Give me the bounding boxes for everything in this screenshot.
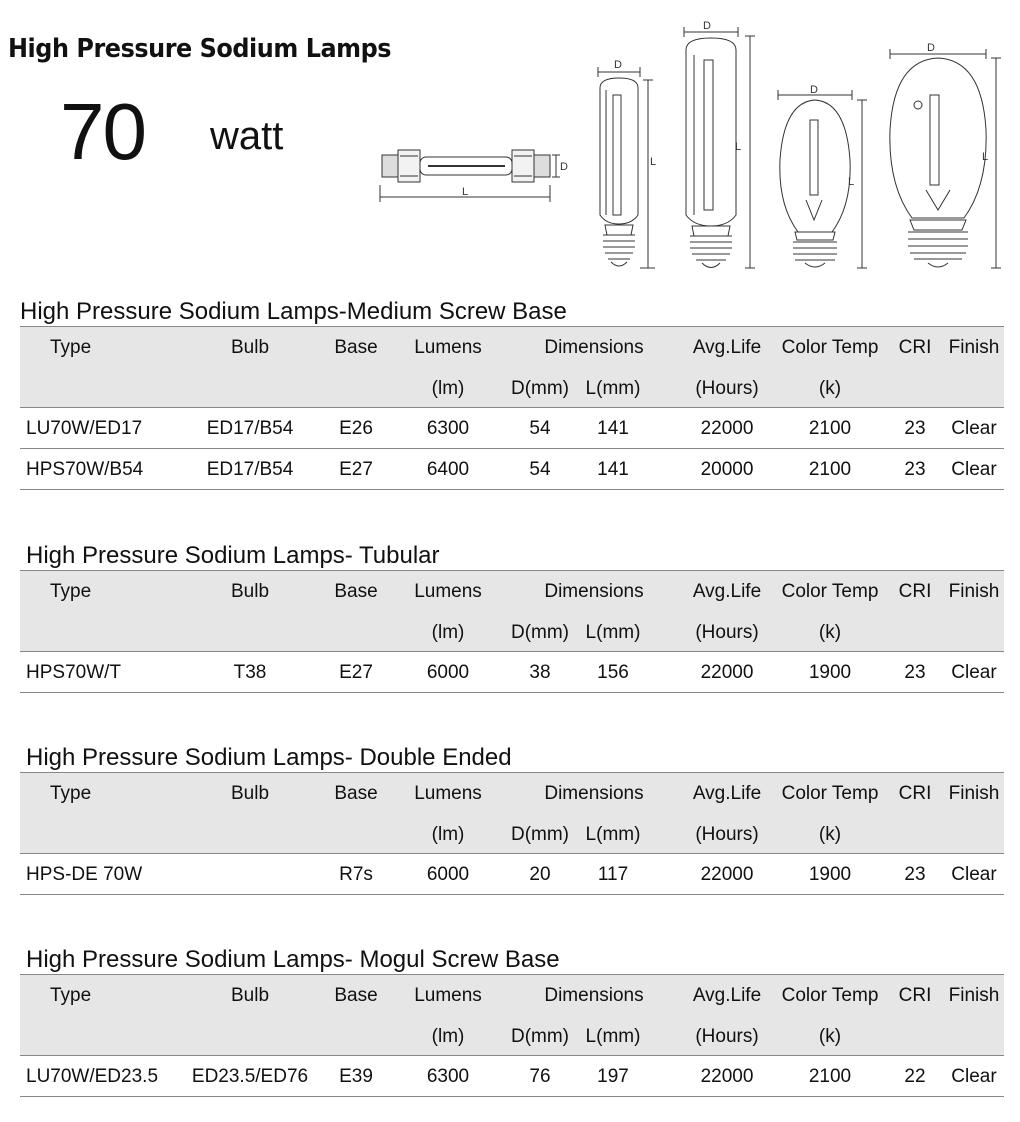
header-color-temp: Color Temp xyxy=(781,581,879,602)
cell-life: 22000 xyxy=(700,864,754,885)
cell-base: E39 xyxy=(339,1066,373,1087)
header-l: L(mm) xyxy=(585,1026,641,1047)
header-finish: Finish xyxy=(948,985,1000,1006)
cell-bulb: T38 xyxy=(233,662,267,683)
lamp5-d-label: D xyxy=(927,42,935,54)
header-finish: Finish xyxy=(948,783,1000,804)
cell-bulb: ED17/B54 xyxy=(206,459,294,480)
header-life-unit: (Hours) xyxy=(695,378,759,399)
header-l: L(mm) xyxy=(585,622,641,643)
header-bulb: Bulb xyxy=(230,581,270,602)
header-base: Base xyxy=(334,783,378,804)
header-color-temp-unit: (k) xyxy=(818,622,842,643)
page-title: High Pressure Sodium Lamps xyxy=(8,34,392,64)
cell-type: HPS-DE 70W xyxy=(26,864,143,885)
cell-lumens: 6300 xyxy=(426,418,470,439)
header-base: Base xyxy=(334,581,378,602)
cell-life: 22000 xyxy=(700,662,754,683)
section-title: High Pressure Sodium Lamps- Mogul Screw Base xyxy=(26,946,560,973)
lamp-diagrams xyxy=(0,0,1020,290)
cell-life: 20000 xyxy=(700,459,754,480)
cell-bulb: ED23.5/ED76 xyxy=(191,1066,309,1087)
header-life: Avg.Life xyxy=(692,985,762,1006)
cell-lumens: 6000 xyxy=(426,662,470,683)
cell-finish: Clear xyxy=(951,662,997,683)
cell-ct: 2100 xyxy=(808,459,852,480)
header-dimensions: Dimensions xyxy=(544,581,644,602)
table-row xyxy=(20,408,1004,449)
header-bulb: Bulb xyxy=(230,783,270,804)
cell-finish: Clear xyxy=(951,459,997,480)
table-row xyxy=(20,854,1004,895)
cell-cri: 23 xyxy=(904,418,926,439)
lamp3-l-label: L xyxy=(735,141,742,153)
table-header xyxy=(20,974,1004,1056)
header-l: L(mm) xyxy=(585,378,641,399)
header-cri: CRI xyxy=(898,985,932,1006)
cell-cri: 23 xyxy=(904,662,926,683)
cell-l: 141 xyxy=(597,418,629,439)
header-d: D(mm) xyxy=(510,1026,570,1047)
cell-l: 117 xyxy=(597,864,629,885)
header-d: D(mm) xyxy=(510,824,570,845)
section-mogul-screw-base xyxy=(20,946,1004,1097)
header-color-temp-unit: (k) xyxy=(818,1026,842,1047)
tubular-tall-lamp-diagram xyxy=(684,27,755,268)
header-lumens: Lumens xyxy=(414,985,482,1006)
table-row xyxy=(20,449,1004,490)
cell-base: E27 xyxy=(339,459,373,480)
lamp4-l-label: L xyxy=(848,176,855,188)
header-lumens: Lumens xyxy=(414,337,482,358)
lamp2-l-label: L xyxy=(650,156,657,168)
cell-bulb: ED17/B54 xyxy=(206,418,294,439)
cell-lumens: 6300 xyxy=(426,1066,470,1087)
header-color-temp-unit: (k) xyxy=(818,378,842,399)
lamp2-d-label: D xyxy=(614,59,622,71)
cell-life: 22000 xyxy=(700,418,754,439)
double-ended-lamp-diagram xyxy=(380,150,560,202)
cell-lumens: 6000 xyxy=(426,864,470,885)
section-title: High Pressure Sodium Lamps-Medium Screw Base xyxy=(20,298,567,325)
cell-l: 197 xyxy=(597,1066,629,1087)
table-header xyxy=(20,570,1004,652)
lamp1-l-label: L xyxy=(462,186,469,198)
header-dimensions: Dimensions xyxy=(544,783,644,804)
header-life: Avg.Life xyxy=(692,581,762,602)
header-cri: CRI xyxy=(898,783,932,804)
cell-finish: Clear xyxy=(951,864,997,885)
header-lumens: Lumens xyxy=(414,581,482,602)
header-life-unit: (Hours) xyxy=(695,622,759,643)
lamp1-d-label: D xyxy=(560,161,568,173)
header-dimensions: Dimensions xyxy=(544,337,644,358)
cell-lumens: 6400 xyxy=(426,459,470,480)
cell-l: 156 xyxy=(597,662,629,683)
cell-base: E26 xyxy=(339,418,373,439)
header-lumens-unit: (lm) xyxy=(431,824,465,845)
header-color-temp: Color Temp xyxy=(781,783,879,804)
wattage-value: 70 xyxy=(60,87,145,176)
header-lumens-unit: (lm) xyxy=(431,1026,465,1047)
header-l: L(mm) xyxy=(585,824,641,845)
lamp4-d-label: D xyxy=(810,84,818,96)
cell-type: LU70W/ED17 xyxy=(26,418,143,439)
header-finish: Finish xyxy=(948,581,1000,602)
cell-cri: 23 xyxy=(904,459,926,480)
header-cri: CRI xyxy=(898,337,932,358)
header-finish: Finish xyxy=(948,337,1000,358)
cell-base: R7s xyxy=(339,864,373,885)
section-tubular xyxy=(20,542,1004,693)
cell-finish: Clear xyxy=(951,1066,997,1087)
cell-ct: 2100 xyxy=(808,1066,852,1087)
header-type: Type xyxy=(50,581,92,602)
cell-life: 22000 xyxy=(700,1066,754,1087)
header-life: Avg.Life xyxy=(692,783,762,804)
section-title: High Pressure Sodium Lamps- Double Ended xyxy=(26,744,512,771)
wattage-unit: watt xyxy=(210,114,284,158)
cell-ct: 1900 xyxy=(808,662,852,683)
header-type: Type xyxy=(50,337,92,358)
table-header xyxy=(20,326,1004,408)
cell-d: 76 xyxy=(529,1066,551,1087)
section-title: High Pressure Sodium Lamps- Tubular xyxy=(26,542,440,569)
header-bulb: Bulb xyxy=(230,985,270,1006)
cell-d: 54 xyxy=(529,418,551,439)
lamp3-d-label: D xyxy=(703,20,711,32)
cell-d: 54 xyxy=(529,459,551,480)
header-bulb: Bulb xyxy=(230,337,270,358)
cell-ct: 1900 xyxy=(808,864,852,885)
cell-finish: Clear xyxy=(951,418,997,439)
table-row xyxy=(20,652,1004,693)
header-base: Base xyxy=(334,337,378,358)
header-life-unit: (Hours) xyxy=(695,824,759,845)
header-type: Type xyxy=(50,783,92,804)
header-dimensions: Dimensions xyxy=(544,985,644,1006)
header-life: Avg.Life xyxy=(692,337,762,358)
header-lumens-unit: (lm) xyxy=(431,378,465,399)
section-medium-screw-base xyxy=(20,298,1004,490)
header-life-unit: (Hours) xyxy=(695,1026,759,1047)
section-double-ended xyxy=(20,744,1004,895)
header-lumens: Lumens xyxy=(414,783,482,804)
cell-cri: 22 xyxy=(904,1066,926,1087)
cell-base: E27 xyxy=(339,662,373,683)
header-d: D(mm) xyxy=(510,378,570,399)
header-type: Type xyxy=(50,985,92,1006)
cell-type: HPS70W/B54 xyxy=(26,459,144,480)
cell-type: LU70W/ED23.5 xyxy=(26,1066,159,1087)
table-header xyxy=(20,772,1004,854)
header-cri: CRI xyxy=(898,581,932,602)
header-color-temp-unit: (k) xyxy=(818,824,842,845)
cell-d: 20 xyxy=(529,864,551,885)
header-color-temp: Color Temp xyxy=(781,337,879,358)
cell-l: 141 xyxy=(597,459,629,480)
header-color-temp: Color Temp xyxy=(781,985,879,1006)
header-d: D(mm) xyxy=(510,622,570,643)
cell-d: 38 xyxy=(529,662,551,683)
header-base: Base xyxy=(334,985,378,1006)
table-row xyxy=(20,1056,1004,1097)
header-lumens-unit: (lm) xyxy=(431,622,465,643)
cell-cri: 23 xyxy=(904,864,926,885)
cell-ct: 2100 xyxy=(808,418,852,439)
tubular-lamp-diagram xyxy=(598,67,655,268)
lamp5-l-label: L xyxy=(982,151,989,163)
cell-type: HPS70W/T xyxy=(26,662,122,683)
